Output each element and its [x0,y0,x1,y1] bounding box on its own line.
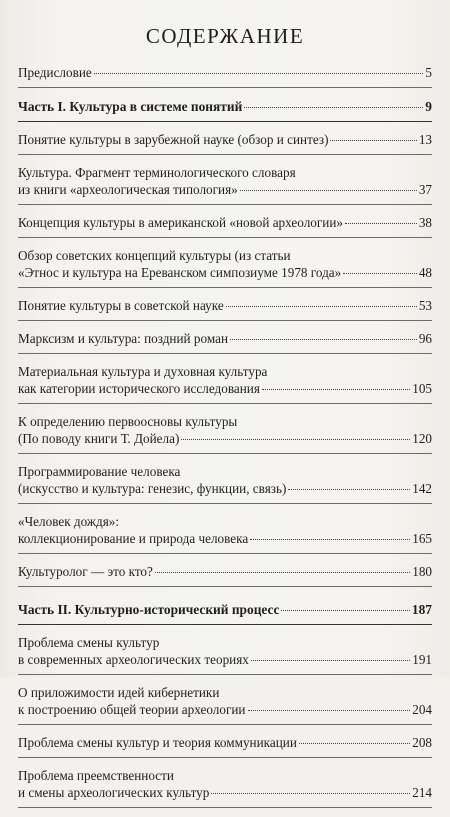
entry-title: и смены археологических культур [18,785,210,800]
page-number: 208 [412,735,432,750]
dot-leader [211,793,410,794]
dot-leader [181,439,410,440]
page-title: СОДЕРЖАНИЕ [145,24,305,48]
page-number: 142 [412,481,432,496]
entry-title: (По поводу книги Т. Дойела) [18,431,180,446]
dot-leader [244,107,423,108]
entry-title: коллекционирование и природа человека [18,531,249,546]
entry-title-first-line: Культура. Фрагмент терминологического словаря [18,165,296,180]
page-number: 180 [412,564,432,579]
page-number: 9 [425,99,432,114]
page-number: 214 [412,785,432,800]
toc-part-entry [18,98,432,122]
dot-leader [226,306,417,307]
entry-title-first-line: Программирование человека [18,464,181,479]
page-number: 165 [412,531,432,546]
entry-title-first-line: К определению первоосновы культуры [18,414,238,429]
dot-leader [345,223,417,224]
table-of-contents [18,64,432,817]
page-number: 187 [411,602,432,617]
entry-title: Культуролог — это кто? [18,564,153,579]
page-number: 105 [412,381,432,396]
toc-entry [18,463,432,504]
entry-title: «Этнос и культура на Ереванском симпозиуме 1978 года» [18,265,342,280]
entry-title: Предисловие [18,65,92,80]
entry-title: Часть II. Культурно-исторический процесс [18,602,280,617]
page-number: 13 [418,132,432,147]
dot-leader [230,339,417,340]
toc-entry [18,734,432,758]
toc-entry [18,214,432,238]
entry-title: как категории исторического исследования [18,381,260,396]
entry-title: Проблема смены культур и теория коммуникации [18,735,297,750]
page-number: 120 [412,431,432,446]
page-number: 48 [418,265,432,280]
page-number: 191 [412,652,432,667]
dot-leader [281,610,410,611]
dot-leader [251,660,410,661]
entry-title-first-line: Материальная культура и духовная культура [18,364,268,379]
entry-title: (искусство и культура: генезис, функции, связь) [18,481,287,496]
page-number: 38 [418,215,432,230]
entry-title-first-line: О приложимости идей кибернетики [18,685,220,700]
toc-entry [18,131,432,155]
toc-entry [18,684,432,725]
dot-leader [262,389,410,390]
toc-entry [18,634,432,675]
toc-entry [18,513,432,554]
entry-title-first-line: Проблема преемственности [18,768,174,783]
entry-title: Концепция культуры в американской «новой археологии» [18,215,343,230]
entry-title-first-line: Проблема смены культур [18,635,160,650]
dot-leader [250,539,410,540]
page-number: 204 [412,702,432,717]
dot-leader [343,273,417,274]
toc-entry [18,330,432,354]
entry-title: к построению общей теории археологии [18,702,246,717]
entry-title-first-line: Обзор советских концепций культуры (из статьи [18,248,291,263]
toc-entry [18,247,432,288]
toc-entry [18,767,432,808]
entry-title: Понятие культуры в советской науке [18,298,224,313]
entry-title: Марксизм и культура: поздний роман [18,331,228,346]
toc-entry [18,413,432,454]
dot-leader [330,140,416,141]
toc-part-entry [18,601,432,625]
entry-title: Понятие культуры в зарубежной науке (обзор и синтез) [18,132,329,147]
toc-entry [18,164,432,205]
dot-leader [288,489,410,490]
page-number: 37 [418,182,432,197]
toc-entry [18,363,432,404]
toc-entry [18,297,432,321]
dot-leader [155,572,410,573]
page-number: 96 [418,331,432,346]
page-number: 5 [425,65,432,80]
page-number: 53 [418,298,432,313]
dot-leader [299,743,410,744]
dot-leader [240,190,417,191]
entry-title-first-line: «Человек дождя»: [18,514,120,529]
dot-leader [94,73,424,74]
toc-entry [18,563,432,587]
entry-title: в современных археологических теориях [18,652,249,667]
dot-leader [248,710,411,711]
entry-title: Часть I. Культура в системе понятий [18,99,243,114]
toc-entry [18,64,432,88]
entry-title: из книги «археологическая типология» [18,182,238,197]
